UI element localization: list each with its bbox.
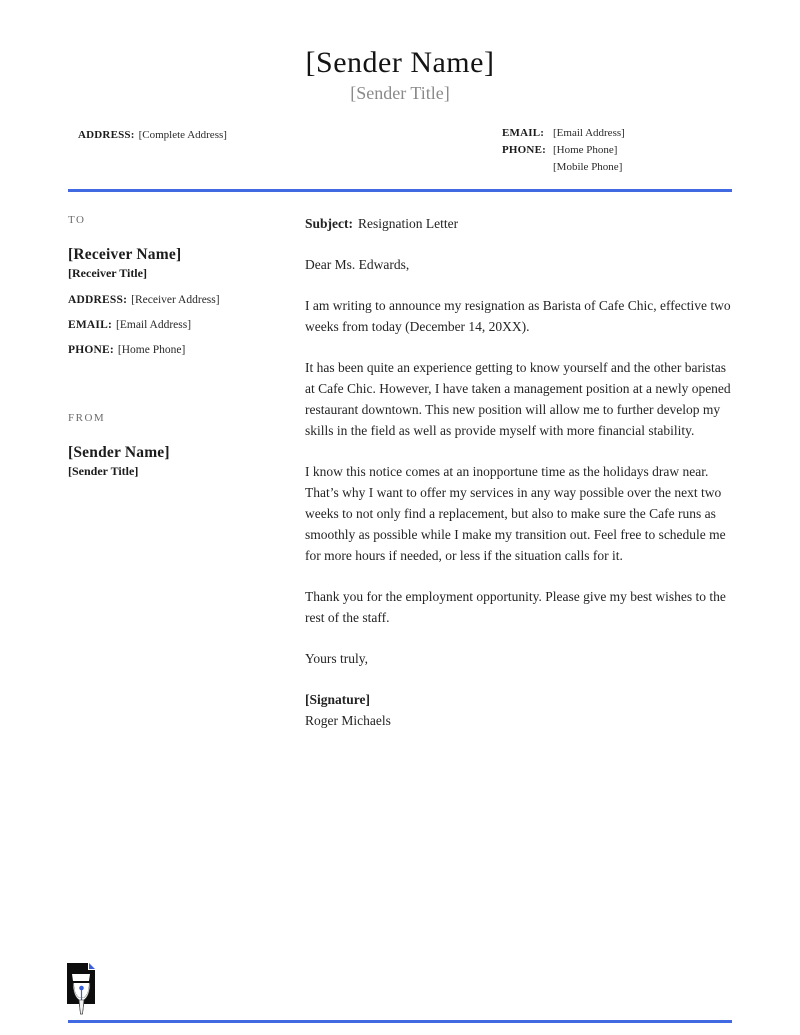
receiver-address-line: [68, 294, 293, 306]
receiver-address-label: ADDRESS:: [68, 294, 128, 306]
header-divider-rule: [68, 189, 732, 192]
letterhead-address-line: [78, 129, 227, 141]
receiver-phone-line: [68, 344, 293, 356]
phone-label: PHONE:: [502, 144, 546, 156]
sender-title-heading: [Sender Title]: [350, 83, 450, 103]
receiver-email-line: [68, 319, 293, 331]
home-phone-value: [Home Phone]: [553, 144, 618, 156]
email-label: EMAIL:: [502, 127, 545, 139]
paragraph-2: It has been quite an experience getting to know yourself and the other baristas at Cafe Chic. However, I have taken a management position at a newly opened restaurant downtown. This new position will allow me to further develop my skills in the field as well as provide myself with more financial stability.: [305, 360, 731, 438]
salutation: Dear Ms. Edwards,: [305, 257, 410, 272]
receiver-phone-value: [Home Phone]: [117, 344, 186, 356]
footer-divider-rule: [68, 1020, 732, 1023]
spacer: [502, 161, 548, 173]
sender-name-heading: [Sender Name]: [305, 46, 495, 79]
letterhead-contact-grid: [502, 127, 625, 173]
signature-placeholder: [Signature]: [305, 692, 371, 707]
email-value: [Email Address]: [553, 127, 625, 139]
address-label: ADDRESS:: [78, 129, 135, 141]
to-section-label: TO: [68, 214, 86, 226]
paragraph-1: I am writing to announce my resignation as Barista of Cafe Chic, effective two weeks from today (December 14, 20XX).: [305, 298, 731, 334]
receiver-phone-label: PHONE:: [68, 344, 114, 356]
from-sender-title: [Sender Title]: [68, 464, 139, 478]
paragraph-3: I know this notice comes at an inopportune time as the holidays draw near. That’s why I want to offer my services in any way possible over the next two weeks to not only find a replacement, but also to make sure the Cafe runs as smoothly as possible while I make my transition out. Feel free to schedule me for more hours if needed, or less if the situation calls for it.: [305, 464, 726, 563]
receiver-address-value: [Receiver Address]: [131, 294, 220, 306]
paragraph-4: Thank you for the employment opportunity. Please give my best wishes to the rest of the staff.: [305, 589, 726, 625]
closing: Yours truly,: [305, 651, 369, 666]
subject-label: Subject:: [305, 216, 353, 231]
mobile-phone-value: [Mobile Phone]: [553, 161, 623, 173]
pen-nib-document-logo-icon: [64, 962, 104, 1020]
receiver-email-label: EMAIL:: [68, 319, 113, 331]
subject-value: Resignation Letter: [358, 216, 459, 231]
from-section-label: FROM: [68, 412, 106, 424]
letterhead: [0, 46, 800, 104]
parties-sidebar: [68, 214, 293, 479]
letter-body: [305, 213, 737, 731]
from-section: [68, 412, 293, 479]
signature-name: Roger Michaels: [305, 713, 391, 728]
subject-line: [305, 213, 737, 234]
receiver-name: [Receiver Name]: [68, 246, 182, 263]
signature-block: [305, 689, 737, 731]
from-sender-name: [Sender Name]: [68, 444, 170, 461]
receiver-email-value: [Email Address]: [116, 319, 192, 331]
receiver-title: [Receiver Title]: [68, 266, 147, 280]
address-value: [Complete Address]: [138, 129, 227, 141]
